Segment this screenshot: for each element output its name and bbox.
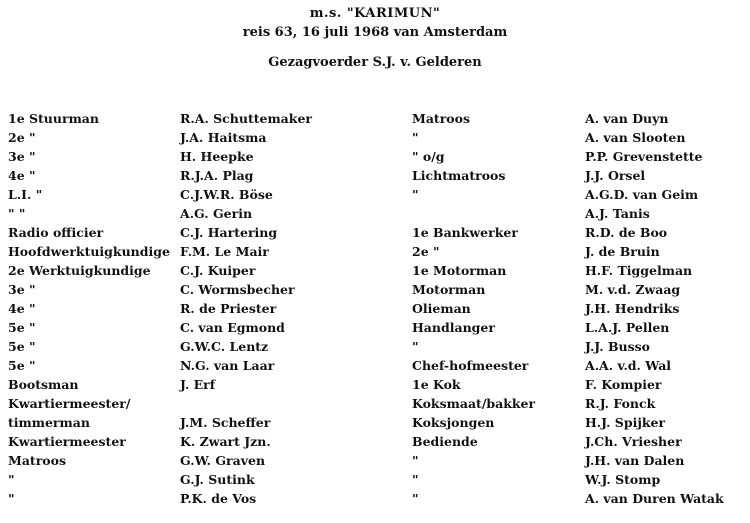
- right-ranks-entry: Lichtmatroos: [412, 168, 506, 183]
- right-ranks-entry: ": [412, 187, 419, 202]
- left-names-entry: J. Erf: [180, 377, 216, 392]
- right-ranks-entry: " o/g: [412, 149, 445, 164]
- left-ranks-entry: 2e Werktuigkundige: [8, 263, 151, 278]
- left-names-entry: F.M. Le Mair: [180, 244, 269, 259]
- left-names-entry: C. van Egmond: [180, 320, 285, 335]
- right-ranks-entry: 1e Motorman: [412, 263, 507, 278]
- right-names-entry: R.J. Fonck: [585, 396, 656, 411]
- right-names-entry: R.D. de Boo: [585, 225, 668, 240]
- right-names-entry: L.A.J. Pellen: [585, 320, 670, 335]
- left-ranks-entry: 3e ": [8, 282, 36, 297]
- right-ranks-entry: Olieman: [412, 301, 471, 316]
- right-names-entry: A. van Slooten: [585, 130, 686, 145]
- left-ranks-entry: 5e ": [8, 339, 36, 354]
- left-ranks-entry: Radio officier: [8, 225, 104, 240]
- right-names-entry: W.J. Stomp: [585, 472, 661, 487]
- right-names-entry: P.P. Grevenstette: [585, 149, 703, 164]
- right-ranks-entry: Motorman: [412, 282, 486, 297]
- left-names-entry: C.J. Hartering: [180, 225, 278, 240]
- left-names-entry: A.G. Gerin: [180, 206, 253, 221]
- left-ranks-entry: L.I. ": [8, 187, 43, 202]
- right-names-entry: A.G.D. van Geim: [585, 187, 699, 202]
- right-ranks-entry: Handlanger: [412, 320, 495, 335]
- right-names-entry: A.J. Tanis: [585, 206, 650, 221]
- left-names-entry: N.G. van Laar: [180, 358, 275, 373]
- left-names-entry: C.J.W.R. Böse: [180, 187, 273, 202]
- left-names-entry: J.M. Scheffer: [180, 415, 271, 430]
- right-names-entry: A.A. v.d. Wal: [585, 358, 672, 373]
- left-names-entry: P.K. de Vos: [180, 491, 257, 506]
- left-ranks-entry: 4e ": [8, 301, 36, 316]
- left-ranks-entry: Kwartiermeester: [8, 434, 126, 449]
- left-ranks-entry: Bootsman: [8, 377, 79, 392]
- right-ranks-entry: [412, 204, 535, 223]
- left-ranks-entry: Matroos: [8, 453, 67, 468]
- left-ranks-entry: 2e ": [8, 130, 36, 145]
- left-names-entry: R.J.A. Plag: [180, 168, 254, 183]
- left-ranks-entry: " ": [8, 206, 26, 221]
- left-names-entry: [180, 394, 312, 413]
- right-ranks-entry: Matroos: [412, 111, 471, 126]
- right-names-entry: J.J. Busso: [585, 339, 651, 354]
- right-ranks-entry: Chef-hofmeester: [412, 358, 529, 373]
- left-ranks-entry: 3e ": [8, 149, 36, 164]
- left-ranks-column: [8, 109, 170, 508]
- left-ranks-entry: 4e ": [8, 168, 36, 183]
- voyage-line: reis 63, 16 juli 1968 van Amsterdam: [242, 25, 508, 40]
- right-ranks-entry: Koksmaat/bakker: [412, 396, 536, 411]
- left-names-entry: C. Wormsbecher: [180, 282, 295, 297]
- right-ranks-entry: ": [412, 472, 419, 487]
- right-ranks-entry: 1e Bankwerker: [412, 225, 518, 240]
- left-ranks-entry: ": [8, 491, 15, 506]
- right-ranks-entry: 1e Kok: [412, 377, 461, 392]
- left-names-entry: C.J. Kuiper: [180, 263, 256, 278]
- right-names-entry: M. v.d. Zwaag: [585, 282, 681, 297]
- left-ranks-entry: 5e ": [8, 358, 36, 373]
- left-names-entry: J.A. Haitsma: [180, 130, 267, 145]
- captain-line: Gezagvoerder S.J. v. Gelderen: [268, 55, 482, 70]
- right-ranks-entry: Bediende: [412, 434, 478, 449]
- left-names-entry: G.J. Sutink: [180, 472, 255, 487]
- left-names-entry: H. Heepke: [180, 149, 254, 164]
- left-ranks-entry: timmerman: [8, 415, 90, 430]
- right-names-entry: J.J. Orsel: [585, 168, 646, 183]
- left-names-column: [180, 109, 312, 508]
- right-ranks-entry: 2e ": [412, 244, 440, 259]
- left-ranks-entry: Hoofdwerktuigkundige: [8, 244, 170, 259]
- right-ranks-entry: ": [412, 453, 419, 468]
- left-ranks-entry: Kwartiermeester/: [8, 396, 131, 411]
- left-names-entry: R.A. Schuttemaker: [180, 111, 312, 126]
- right-names-entry: H.J. Spijker: [585, 415, 666, 430]
- right-ranks-entry: ": [412, 491, 419, 506]
- left-names-entry: K. Zwart Jzn.: [180, 434, 271, 449]
- right-names-entry: A. van Duyn: [585, 111, 669, 126]
- left-names-entry: G.W.C. Lentz: [180, 339, 269, 354]
- left-names-entry: G.W. Graven: [180, 453, 266, 468]
- left-ranks-entry: 5e ": [8, 320, 36, 335]
- left-ranks-entry: ": [8, 472, 15, 487]
- ship-title: m.s. "KARIMUN": [309, 6, 441, 21]
- right-names-entry: J.H. van Dalen: [585, 453, 685, 468]
- right-names-column: [585, 109, 724, 508]
- right-names-entry: J. de Bruin: [585, 244, 660, 259]
- right-names-entry: H.F. Tiggelman: [585, 263, 693, 278]
- left-names-entry: R. de Priester: [180, 301, 277, 316]
- left-ranks-entry: 1e Stuurman: [8, 111, 99, 126]
- right-names-entry: F. Kompier: [585, 377, 662, 392]
- right-names-entry: J.H. Hendriks: [585, 301, 680, 316]
- right-ranks-column: [412, 109, 535, 508]
- right-names-entry: A. van Duren Watak: [585, 491, 724, 506]
- right-ranks-entry: Koksjongen: [412, 415, 495, 430]
- right-names-entry: J.Ch. Vriesher: [585, 434, 682, 449]
- right-ranks-entry: ": [412, 339, 419, 354]
- right-ranks-entry: ": [412, 130, 419, 145]
